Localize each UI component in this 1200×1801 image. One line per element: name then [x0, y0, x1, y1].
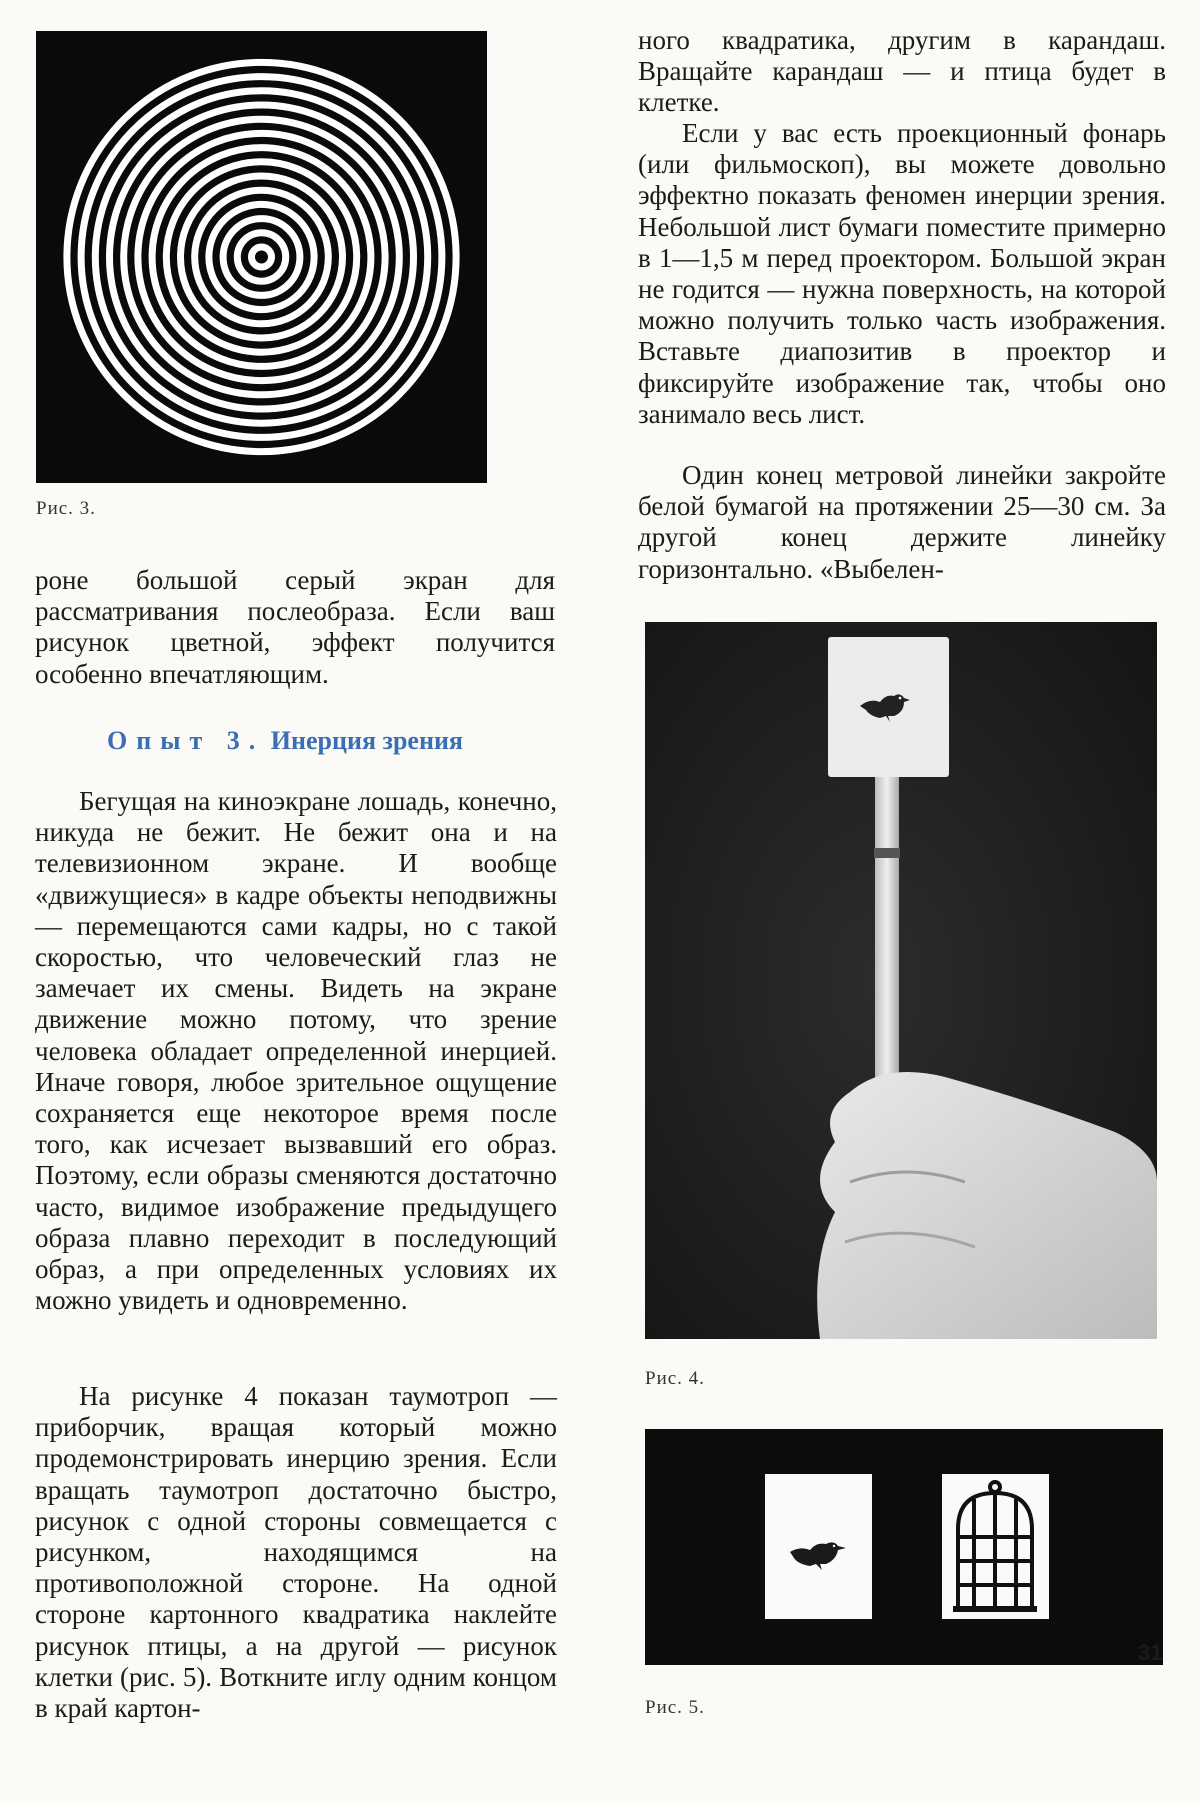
right-paragraph-2: Если у вас есть проекционный фонарь (или фильмоскоп), вы можете довольно эффектно показать феномен инерции зрения. Небольшой лист бумаги поместите примерно в 1—1,5 м перед проектором. Большой экран не годится — нужна поверхность, на которой можно получить только часть изображения. Вставьте диапозитив в проектор и фиксируйте изображение так, чтобы оно занимало весь лист. [638, 118, 1166, 429]
concentric-rings-graphic [36, 31, 487, 483]
figure-5-cards [645, 1429, 1163, 1665]
figure-4-caption: Рис. 4. [645, 1368, 705, 1389]
figure-3-concentric-rings [36, 31, 487, 483]
left-paragraph-2: На рисунке 4 показан таумотроп — приборчик, вращая который можно продемонстрировать инерцию зрения. Если вращать таумотроп достаточно быстро, рисунок с одной стороны совмещается с рисунком, находящимся на противоположной стороне. На одной стороне картонного квадратика наклейте рисунок птицы, а на другой — рисунок клетки (рис. 5). Воткните иглу одним концом в край картон- [35, 1381, 557, 1724]
right-paragraph-3: Один конец метровой линейки закройте белой бумагой на протяжении 25—30 см. За другой конец держите линейку горизонтально. «Выбелен- [638, 460, 1166, 584]
figure-5-caption: Рис. 5. [645, 1697, 705, 1718]
right-paragraph-1: ного квадратика, другим в карандаш. Вращайте карандаш — и птица будет в клетке. [638, 25, 1166, 118]
heading-prefix: Опыт 3. [107, 726, 265, 755]
heading-title: Инерция зрения [270, 726, 463, 755]
left-continuation-text: роне большой серый экран для рассматривания послеобраза. Если ваш рисунок цветной, эффект получится особенно впечатляющим. [35, 565, 555, 689]
section-heading [107, 726, 463, 756]
figure-3-caption: Рис. 3. [36, 498, 96, 519]
page-number: 31 [1138, 1640, 1163, 1665]
thaumatrope-photo-graphic [645, 622, 1157, 1339]
figure-4-photo [645, 622, 1157, 1339]
bird-and-cage-graphic [645, 1429, 1163, 1665]
left-paragraph-1: Бегущая на киноэкране лошадь, конечно, никуда не бежит. Не бежит она и на телевизионном экране. И вообще «движущиеся» в кадре объекты неподвижны — перемещаются сами кадры, но с такой скоростью, что человеческий глаз не замечает их смены. Видеть на экране движение можно потому, что зрение человека обладает определенной инерцией. Иначе говоря, любое зрительное ощущение сохраняется еще некоторое время после того, как исчезает вызвавший его образ. Поэтому, если образы сменяются достаточно часто, видимое изображение предыдущего образа плавно переходит в последующий образ, а при определенных условиях их можно увидеть и одновременно. [35, 786, 557, 1316]
